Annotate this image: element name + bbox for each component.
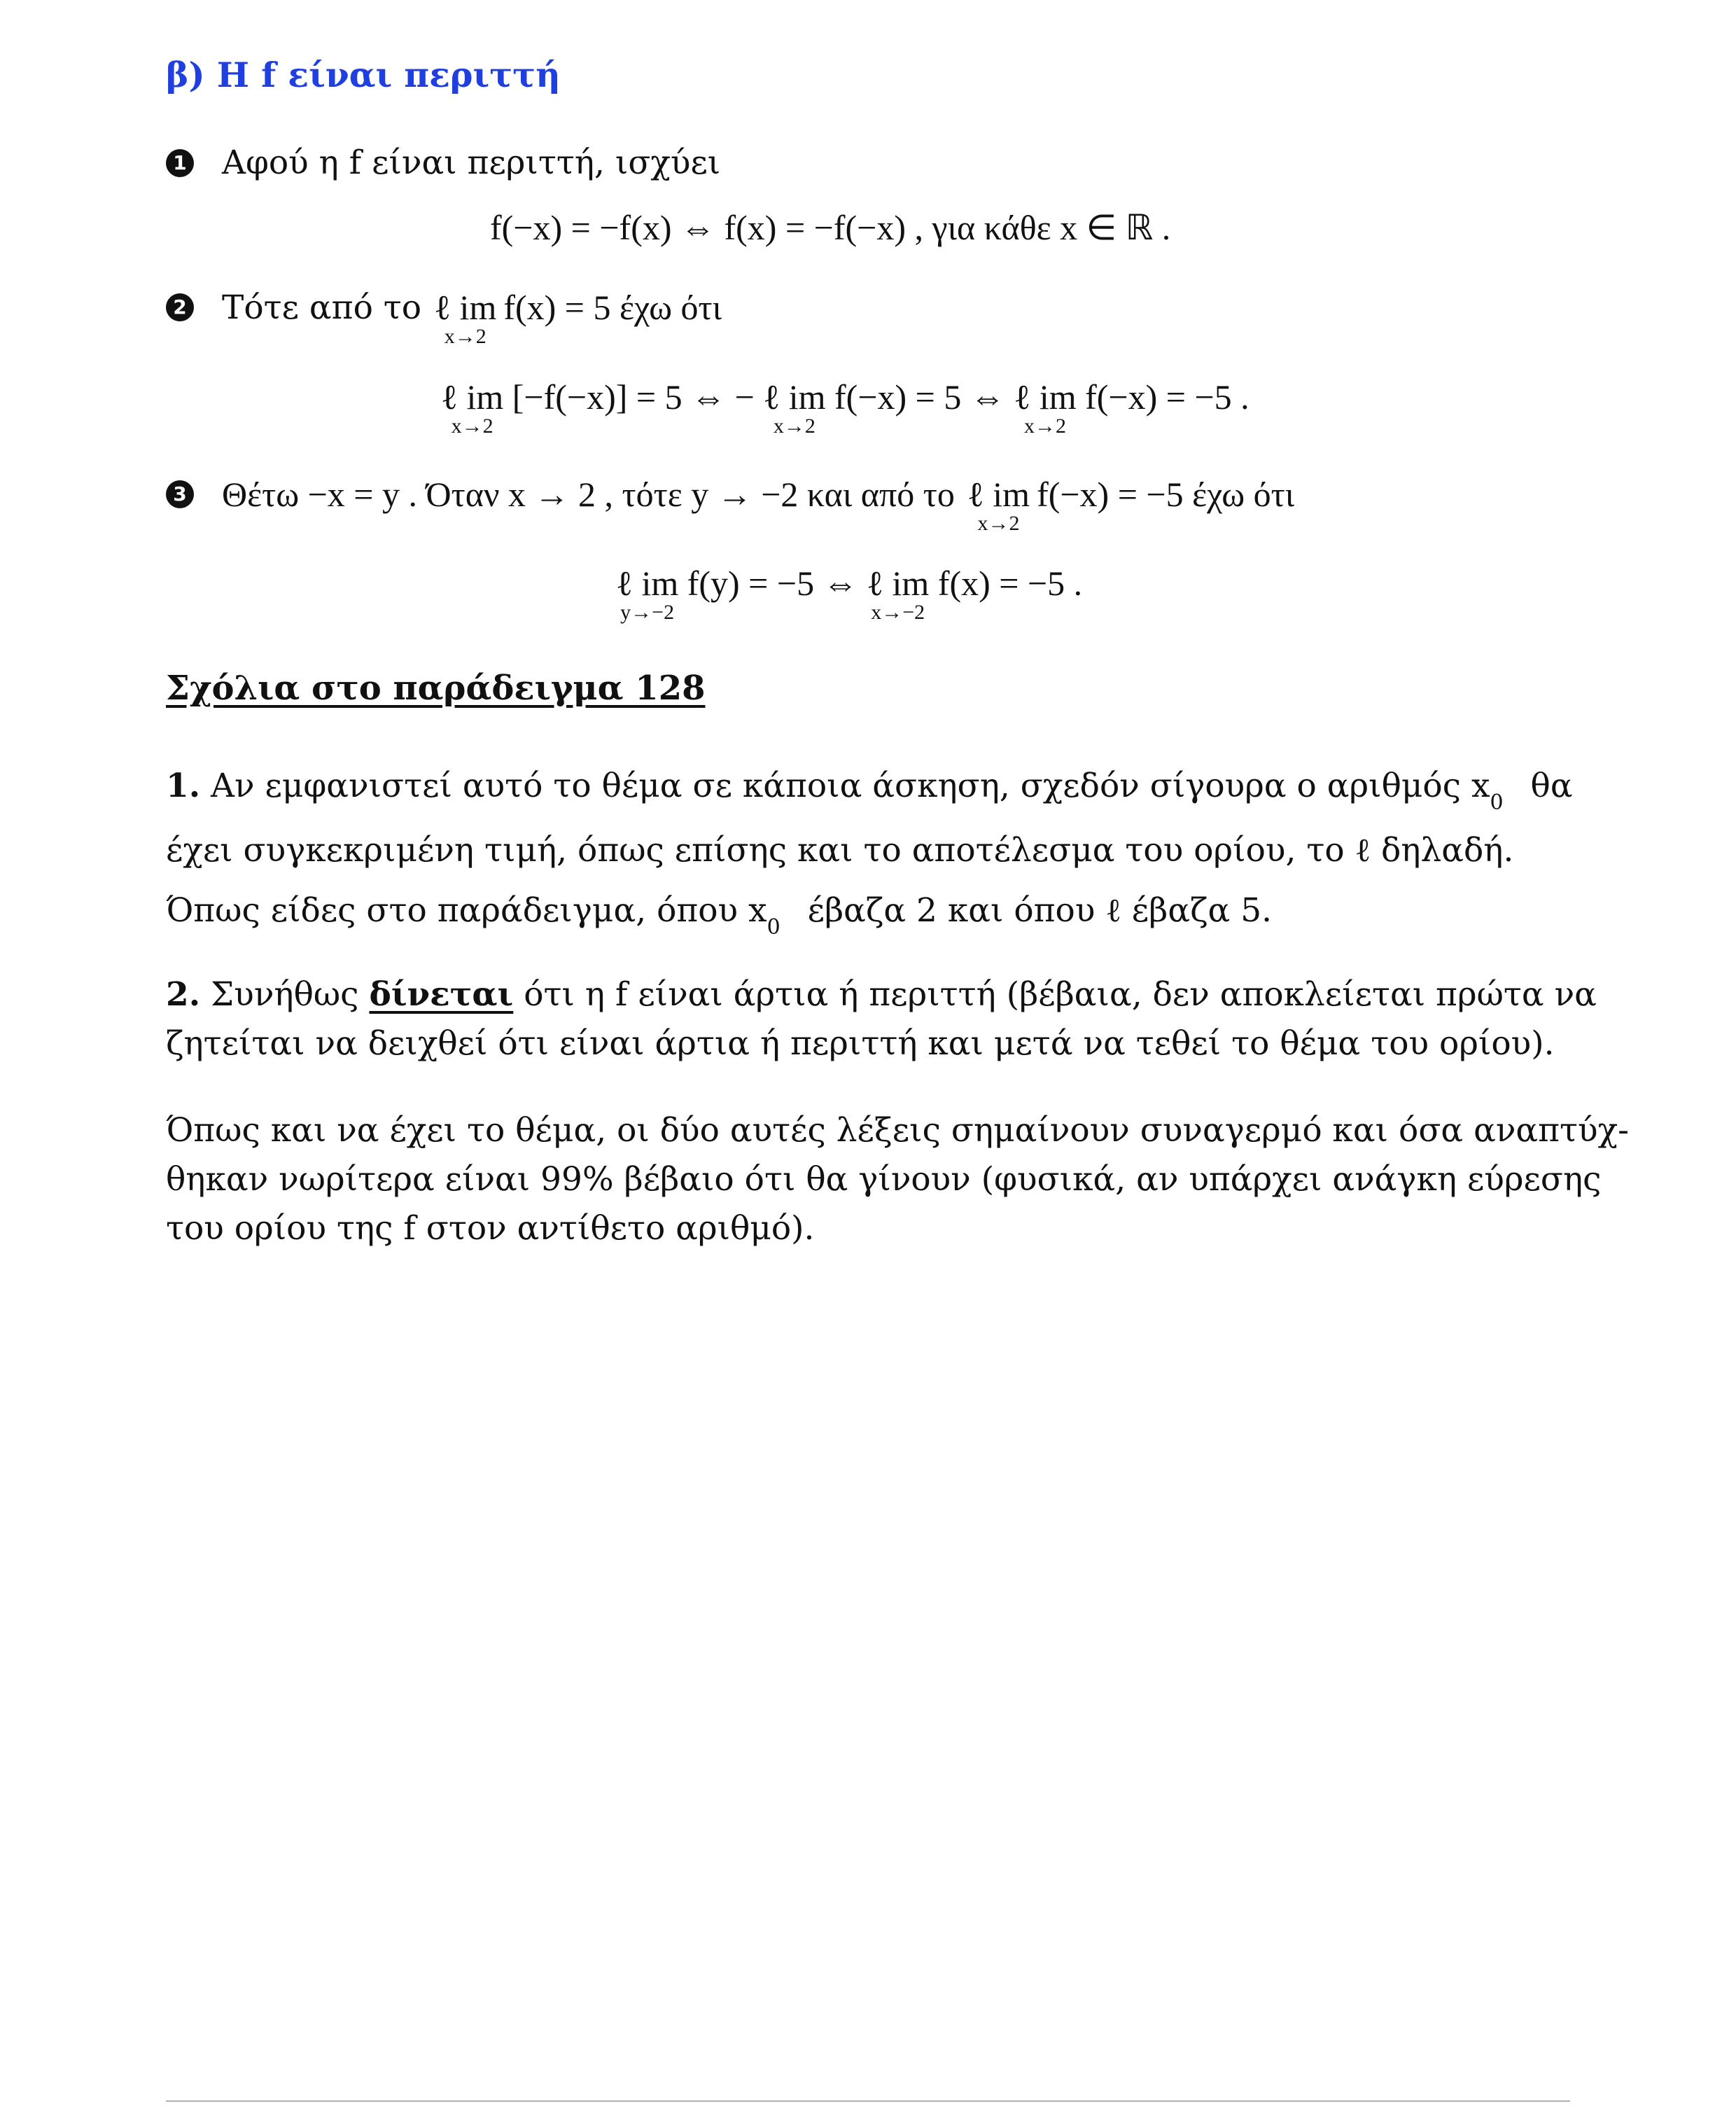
footer-divider bbox=[166, 2100, 1570, 2102]
comment-2 bbox=[166, 970, 1597, 1068]
comment-3-line-3: του ορίου της f στον αντίθετο αριθμό). bbox=[166, 1209, 815, 1248]
step-marker-3: 3 bbox=[166, 480, 194, 508]
comments-title: Σχόλια στο παράδειγμα 128 bbox=[166, 669, 706, 708]
limit-operator: ℓ im x→2 bbox=[1014, 377, 1077, 438]
comment-3-line-2: θηκαν νωρίτερα είναι 99% βέβαιο ότι θα γίνουν (φυσικά, αν υπάρχει ανάγκη εύρεσης bbox=[166, 1160, 1602, 1199]
limit-operator: ℓ im x→2 bbox=[434, 288, 497, 348]
step-marker-1: 1 bbox=[166, 149, 194, 177]
comment-1 bbox=[166, 756, 1573, 945]
section-heading: β) Η f είναι περιττή bbox=[166, 55, 561, 95]
comment-2-line-1: 2. Συνήθως δίνεται ότι η f είναι άρτια ή περιττή (βέβαια, δεν αποκλείεται πρώτα να bbox=[166, 975, 1597, 1014]
limit-operator: ℓ im y→−2 bbox=[616, 564, 679, 624]
limit-operator: ℓ im x→2 bbox=[441, 377, 504, 438]
step-2-text-before: Τότε από το bbox=[222, 288, 422, 327]
comment-1-line-2: έχει συγκεκριμένη τιμή, όπως επίσης και το αποτέλεσμα του ορίου, το ℓ δηλαδή. bbox=[166, 831, 1514, 870]
step-marker-2: 2 bbox=[166, 293, 194, 321]
step-3 bbox=[166, 474, 1295, 535]
emphasis-given: δίνεται bbox=[369, 975, 514, 1014]
comment-1-line-1: 1. Αν εμφανιστεί αυτό το θέμα σε κάποια άσκηση, σχεδόν σίγουρα ο αριθμός $x_0$ θα bbox=[166, 767, 1573, 815]
comment-3-line-1: Όπως και να έχει το θέμα, οι δύο αυτές λέξεις σημαίνουν συναγερμό και όσα αναπτύχ- bbox=[166, 1111, 1629, 1150]
limit-operator: ℓ im x→2 bbox=[967, 475, 1030, 535]
step-2 bbox=[166, 287, 722, 348]
step-2-text-after: f(x) = 5 έχω ότι bbox=[503, 288, 722, 327]
step-3-formula: ℓ im y→−2 f(y) = −5 ⇔ ℓ im x→−2 f(x) = −5 . bbox=[616, 564, 1083, 624]
step-1 bbox=[166, 144, 720, 182]
step-2-formula: ℓ im x→2 [−f(−x)] = 5 ⇔ − ℓ im x→2 f(−x) = 5 ⇔ ℓ im x→2 f(−x) = −5 . bbox=[441, 377, 1250, 438]
step-1-formula: f(−x) = −f(x) ⇔ f(x) = −f(−x) , για κάθε x ∈ ℝ . bbox=[490, 208, 1171, 247]
limit-operator: ℓ im x→−2 bbox=[867, 564, 930, 624]
comment-3 bbox=[166, 1106, 1629, 1253]
limit-operator: ℓ im x→2 bbox=[763, 377, 826, 438]
comment-2-line-2: ζητείται να δειχθεί ότι είναι άρτια ή περιττή και μετά να τεθεί το θέμα του ορίου). bbox=[166, 1024, 1555, 1063]
step-3-text-after: f(−x) = −5 έχω ότι bbox=[1037, 475, 1295, 514]
step-1-text: Αφού η f είναι περιττή, ισχύει bbox=[222, 144, 721, 182]
comment-1-line-3: Όπως είδες στο παράδειγμα, όπου $x_0$ έβαζα 2 και όπου ℓ έβαζα 5. bbox=[166, 891, 1273, 940]
step-3-text-before: Θέτω −x = y . Όταν x → 2 , τότε y → −2 και από το bbox=[222, 475, 955, 514]
